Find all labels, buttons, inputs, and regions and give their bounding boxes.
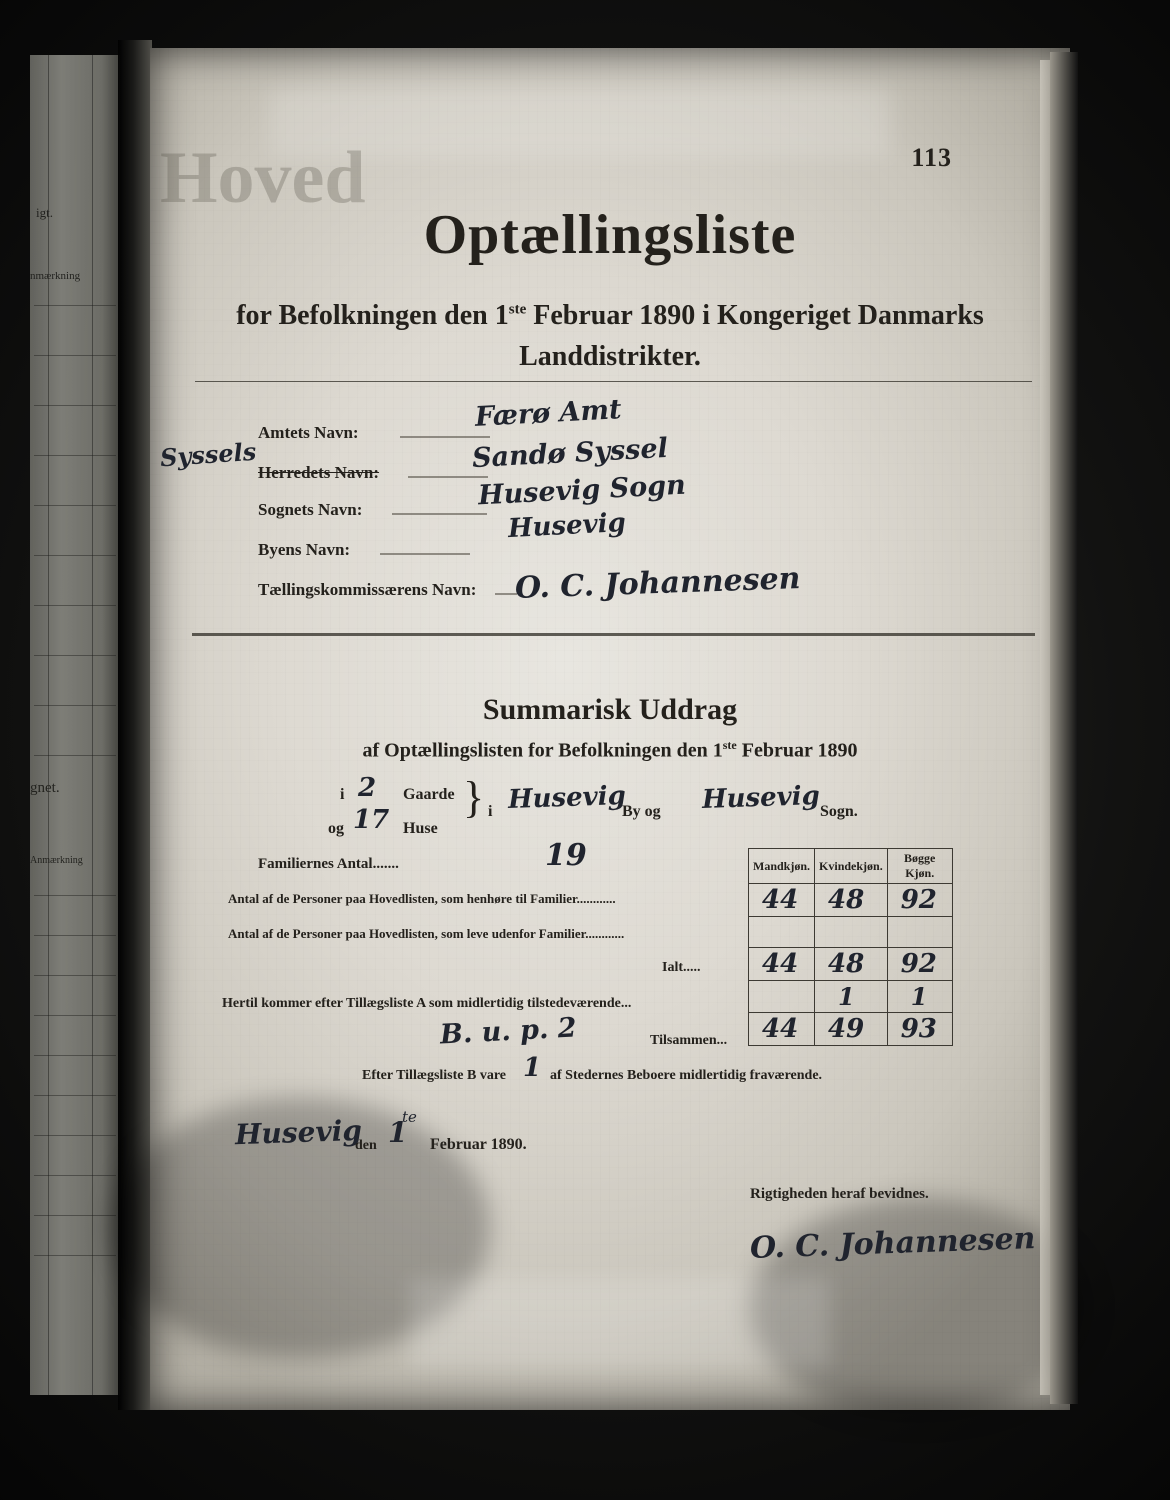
- cell-female: [815, 1013, 888, 1046]
- farms-prefix: i: [340, 786, 345, 803]
- attestation-text: Rigtigheden heraf bevidnes.: [750, 1186, 929, 1202]
- summary-subheading: [150, 738, 1070, 763]
- place-signature: Husevig: [234, 1113, 363, 1152]
- date-den: den: [355, 1138, 377, 1153]
- field-value-commissioner: O. C. Johannesen: [514, 561, 801, 606]
- page-title: Optællingsliste: [423, 204, 797, 266]
- document-content: [150, 48, 1070, 1410]
- summary-subheading-pre: af Optællingslisten for Befolkningen den 1: [362, 739, 723, 762]
- town-value: Husevig: [507, 780, 627, 816]
- row-label-total: [662, 960, 701, 976]
- row-label-text: Hertil kommer efter Tillægsliste A som midlertidig tilstedeværende: [222, 996, 621, 1011]
- subtitle-ordinal: ste: [508, 301, 527, 318]
- cell-value: 44: [762, 1014, 799, 1044]
- table-row: [749, 981, 953, 1013]
- table-row: [749, 948, 953, 981]
- left-sheet-label: Anmærkning: [30, 855, 83, 866]
- field-value-herred: Sandø Syssel: [471, 432, 669, 475]
- field-leader: [495, 593, 517, 595]
- left-sheet-label: nmærkning: [30, 270, 81, 282]
- bleedthrough-heading: Hoved: [160, 137, 366, 219]
- divider-middle: [192, 633, 1035, 636]
- row-label-text: Ialt: [662, 960, 683, 975]
- field-leader: [380, 553, 470, 555]
- row-label-in-families: [228, 891, 616, 907]
- houses-prefix: og: [328, 820, 344, 837]
- left-sheet-label: igt.: [36, 205, 53, 220]
- field-label-herred: Herredets Navn:: [258, 463, 380, 482]
- table-row: [749, 884, 953, 917]
- field-value-sogn: Husevig Sogn: [477, 469, 687, 512]
- cell-value: 1: [910, 982, 928, 1011]
- cell-female: [815, 917, 888, 948]
- sogn-label: Sogn.: [820, 803, 858, 820]
- previous-page-edge: [30, 55, 120, 1395]
- cell-male: [749, 981, 815, 1013]
- subtitle-pre: for Befolkningen den 1: [236, 300, 509, 331]
- row-label-text: Antal af de Personer paa Hovedlisten, som leve udenfor Familier: [228, 926, 586, 941]
- date-day: 1: [388, 1116, 408, 1149]
- column-header-male: Mandkjøn.: [749, 849, 815, 884]
- cell-male: [749, 948, 815, 981]
- divider-top: [195, 381, 1032, 382]
- field-value-by: Husevig: [507, 507, 627, 545]
- by-og-label: By og: [622, 803, 661, 820]
- cell-female: [815, 981, 888, 1013]
- date-rest: Februar 1890.: [430, 1136, 527, 1153]
- table-header-row: [749, 849, 953, 884]
- field-value-amt: Færø Amt: [474, 394, 623, 433]
- houses-value: 17: [353, 805, 390, 835]
- field-label-amt: Amtets Navn:: [258, 423, 359, 442]
- summary-subheading-ordinal: ste: [722, 738, 737, 752]
- cell-both: [887, 981, 952, 1013]
- cell-male: [749, 1013, 815, 1046]
- cell-value: 48: [828, 885, 865, 915]
- margin-note: B. u. p. 2: [439, 1012, 578, 1051]
- row-leader: ...: [716, 1033, 728, 1048]
- page-number: 113: [911, 143, 952, 172]
- cell-both: [887, 1013, 952, 1046]
- page-stack-edge: [1050, 52, 1078, 1404]
- brace-icon: }: [463, 773, 485, 822]
- field-leader: [400, 436, 490, 438]
- row-leader: .....: [683, 960, 701, 975]
- row-label-sum: [650, 1033, 727, 1049]
- town-prefix: i: [488, 803, 493, 820]
- cell-both: [887, 917, 952, 948]
- farms-label: Gaarde: [403, 786, 455, 803]
- row-value-families: 19: [545, 838, 587, 873]
- cell-male: [749, 917, 815, 948]
- cell-value: 44: [762, 885, 799, 915]
- field-label-sogn: Sognets Navn:: [258, 500, 363, 519]
- column-header-female: Kvindekjøn.: [815, 849, 888, 884]
- row-leader: ............: [576, 891, 616, 906]
- field-annotation-syssel: Syssels: [159, 436, 258, 473]
- row-leader: ...: [620, 996, 632, 1011]
- summary-subheading-post: Februar 1890: [736, 739, 858, 762]
- farms-value: 2: [358, 773, 377, 803]
- cell-value: 92: [900, 949, 937, 979]
- cell-both: [887, 884, 952, 917]
- field-leader: [408, 476, 488, 478]
- row-leader: ............: [585, 926, 625, 941]
- cell-value: 1: [838, 982, 855, 1011]
- cell-value: 49: [828, 1014, 865, 1044]
- row-label-text: Antal af de Personer paa Hovedlisten, som henhøre til Familier: [228, 891, 577, 906]
- cell-value: 92: [900, 885, 937, 915]
- cell-value: 48: [828, 949, 865, 979]
- attestation-signature: O. C. Johannesen: [749, 1221, 1036, 1266]
- summary-heading: Summarisk Uddrag: [482, 693, 738, 726]
- row-label-list-a: [222, 996, 631, 1012]
- cell-value: 44: [762, 949, 799, 979]
- row-label-families: [258, 856, 399, 873]
- row-leader: .......: [372, 856, 399, 872]
- field-label-commissioner: Tællingskommissærens Navn:: [258, 580, 477, 599]
- field-leader: [392, 513, 487, 515]
- subtitle-line-2: Landdistrikter.: [519, 341, 701, 372]
- cell-value: 93: [900, 1014, 937, 1044]
- column-header-both: Bøgge Kjøn.: [887, 849, 952, 884]
- houses-label: Huse: [403, 820, 438, 837]
- date-day-ordinal: te: [402, 1108, 417, 1126]
- sogn-value: Husevig: [701, 780, 821, 816]
- footer-b-value: 1: [523, 1053, 542, 1083]
- row-label-outside-families: [228, 926, 624, 942]
- cell-female: [815, 884, 888, 917]
- document-sheet: [150, 48, 1070, 1410]
- row-label-text: Familiernes Antal: [258, 856, 373, 872]
- table-row: [749, 917, 953, 948]
- cell-female: [815, 948, 888, 981]
- row-label-text: Tilsammen: [650, 1033, 717, 1048]
- summary-table: [748, 848, 953, 1046]
- table-row: [749, 1013, 953, 1046]
- footer-b-post: af Stedernes Beboere midlertidig fraværende.: [550, 1068, 823, 1083]
- subtitle-post: Februar 1890 i Kongeriget Danmarks: [526, 300, 984, 331]
- cell-male: [749, 884, 815, 917]
- field-label-by: Byens Navn:: [258, 540, 351, 559]
- footer-b-pre: Efter Tillægsliste B vare: [362, 1068, 507, 1083]
- left-sheet-label: gnet.: [30, 780, 60, 796]
- subtitle-line-1: [150, 300, 1070, 332]
- cell-both: [887, 948, 952, 981]
